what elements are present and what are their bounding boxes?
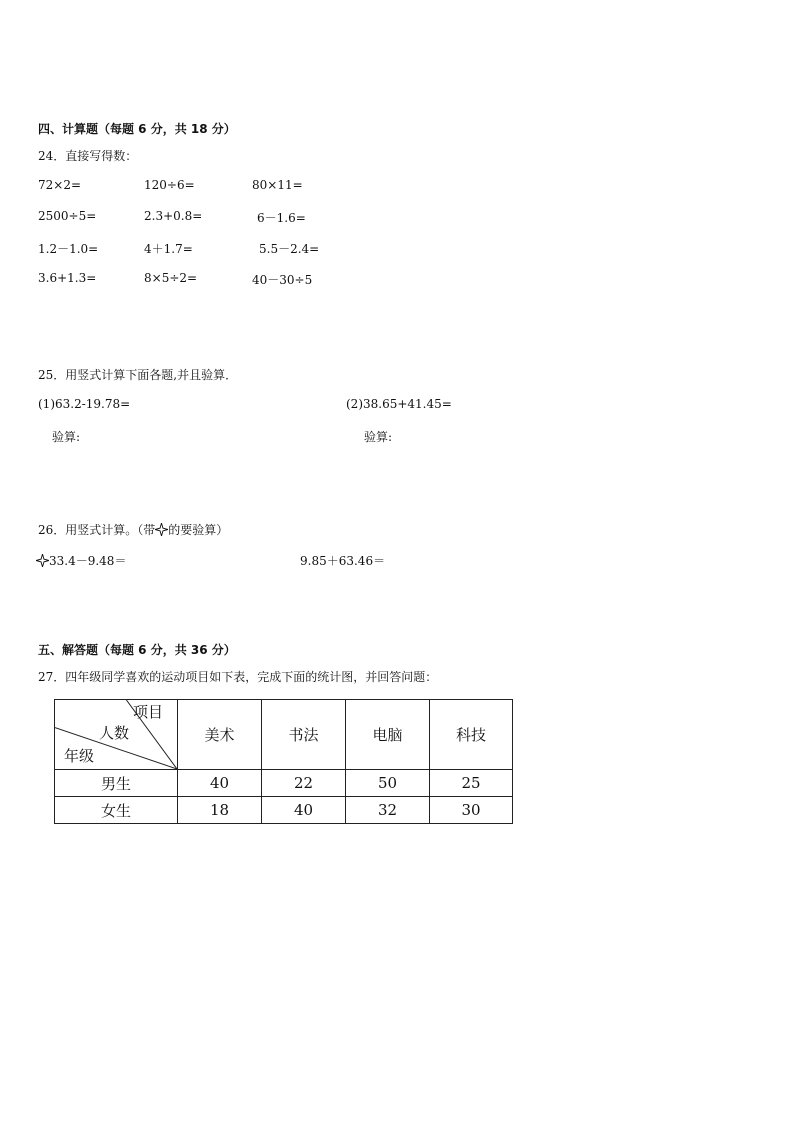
column-header: 美术 bbox=[178, 700, 262, 770]
column-header: 电脑 bbox=[346, 700, 430, 770]
table-header-row bbox=[55, 700, 513, 770]
table-cell: 30 bbox=[430, 797, 513, 824]
question-24-title: 24．直接写得数： bbox=[38, 149, 138, 163]
question-26-part-1 bbox=[36, 552, 126, 569]
four-point-star-icon bbox=[155, 523, 168, 536]
corner-label-grade: 年级 bbox=[64, 747, 95, 765]
calc-item: 1.2－1.0= bbox=[38, 242, 99, 256]
calc-item: 2500÷5= bbox=[38, 209, 97, 223]
table-cell: 18 bbox=[178, 797, 262, 824]
column-header: 书法 bbox=[262, 700, 346, 770]
question-26-part-2: 9.85＋63.46＝ bbox=[300, 554, 386, 568]
calc-item: 72×2= bbox=[38, 178, 82, 192]
question-25-title: 25．用竖式计算下面各题,并且验算． bbox=[38, 368, 238, 382]
four-point-star-icon bbox=[36, 554, 49, 567]
question-27-title: 27．四年级同学喜欢的运动项目如下表，完成下面的统计图，并回答问题： bbox=[38, 670, 438, 684]
table-row bbox=[55, 797, 513, 824]
question-26-title-start: 26．用竖式计算。（带 bbox=[38, 523, 156, 537]
question-25-part-2: (2)38.65+41.45= bbox=[346, 397, 452, 411]
table-cell: 40 bbox=[178, 770, 262, 797]
question-26-part-1-text: 33.4－9.48＝ bbox=[49, 554, 127, 568]
table-cell: 22 bbox=[262, 770, 346, 797]
section-heading-5: 五、解答题（每题 6 分，共 36 分） bbox=[38, 643, 236, 657]
row-label: 男生 bbox=[55, 770, 178, 797]
question-26-title-end: 的要验算） bbox=[168, 523, 229, 537]
check-label-1: 验算: bbox=[52, 430, 81, 444]
calc-item: 120÷6= bbox=[144, 178, 195, 192]
calc-item: 4＋1.7= bbox=[144, 242, 193, 256]
corner-label-count: 人数 bbox=[99, 724, 130, 742]
section-heading-4: 四、计算题（每题 6 分，共 18 分） bbox=[38, 122, 236, 136]
question-25-part-1: (1)63.2-19.78= bbox=[38, 397, 131, 411]
calc-item: 80×11= bbox=[252, 178, 303, 192]
calc-item: 5.5－2.4= bbox=[259, 242, 320, 256]
calc-item: 6－1.6= bbox=[257, 211, 306, 225]
table-cell: 40 bbox=[262, 797, 346, 824]
table-cell: 25 bbox=[430, 770, 513, 797]
table-cell: 32 bbox=[346, 797, 430, 824]
table-cell: 50 bbox=[346, 770, 430, 797]
calc-item: 2.3+0.8= bbox=[144, 209, 203, 223]
calc-item: 3.6+1.3= bbox=[38, 271, 97, 285]
check-label-2: 验算: bbox=[364, 430, 393, 444]
table-row bbox=[55, 770, 513, 797]
question-26-title bbox=[38, 521, 228, 538]
corner-label-item: 项目 bbox=[133, 703, 164, 721]
table-corner-cell bbox=[55, 700, 178, 770]
sports-preference-table bbox=[54, 699, 513, 824]
calc-item: 8×5÷2= bbox=[144, 271, 198, 285]
calc-item: 40－30÷5 bbox=[252, 273, 313, 287]
row-label: 女生 bbox=[55, 797, 178, 824]
column-header: 科技 bbox=[430, 700, 513, 770]
